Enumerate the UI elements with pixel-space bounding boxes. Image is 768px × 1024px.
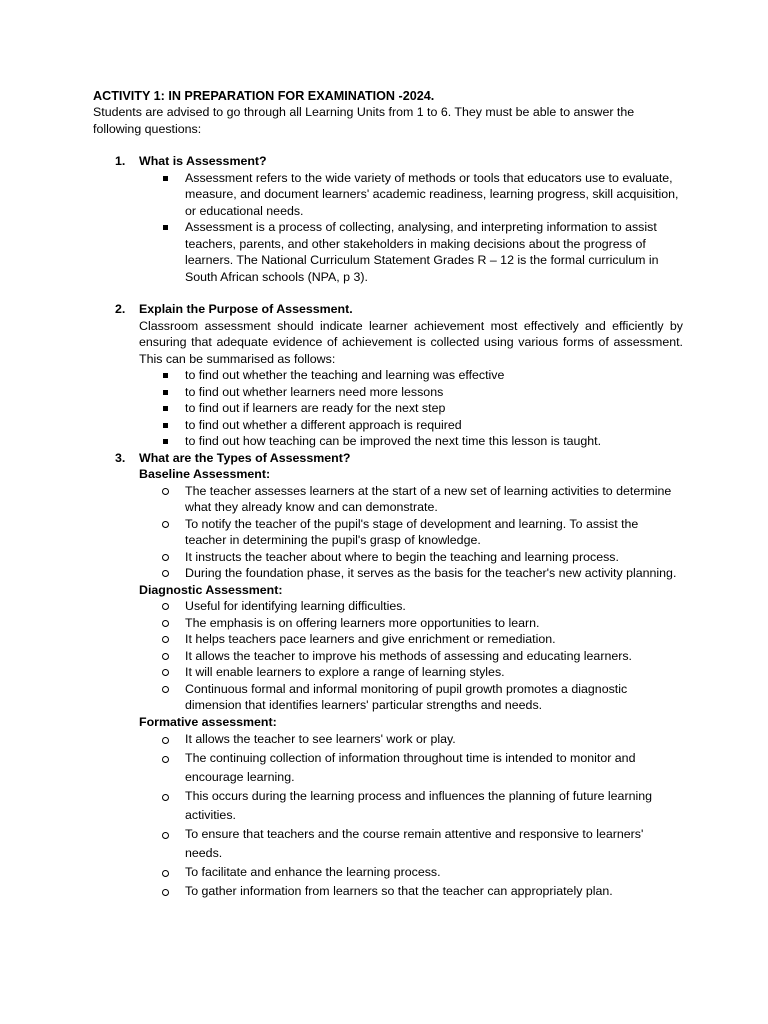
formative-heading: Formative assessment: xyxy=(139,714,277,729)
list-item: to find out whether learners need more lessons xyxy=(139,384,683,401)
list-item: to find out whether the teaching and learning was effective xyxy=(139,367,683,384)
page-title: ACTIVITY 1: IN PREPARATION FOR EXAMINATION -2024. xyxy=(93,89,435,103)
list-item: The teacher assesses learners at the start of a new set of learning activities to determine what they already know and can demonstrate. xyxy=(139,483,683,516)
list-item: During the foundation phase, it serves as the basis for the teacher's new activity planning. xyxy=(139,565,683,582)
question-2-number: 2. xyxy=(115,302,126,316)
list-item: To ensure that teachers and the course remain attentive and responsive to learners' needs. xyxy=(139,825,683,863)
list-item: It will enable learners to explore a range of learning styles. xyxy=(139,664,683,681)
question-2-bullets xyxy=(139,367,683,450)
list-item: Assessment is a process of collecting, analysing, and interpreting information to assist teachers, parents, and other stakeholders in making decisions about the progress of learners. The National Curriculum Statement Grades R – 12 is the formal curriculum in South African schools (NPA, p 3). xyxy=(139,219,683,285)
list-item: It instructs the teacher about where to begin the teaching and learning process. xyxy=(139,549,683,566)
question-2-title: Explain the Purpose of Assessment. xyxy=(139,302,353,316)
list-item: To gather information from learners so that the teacher can appropriately plan. xyxy=(139,882,683,901)
list-item: to find out whether a different approach is required xyxy=(139,417,683,434)
list-item: To facilitate and enhance the learning process. xyxy=(139,863,683,882)
diagnostic-heading: Diagnostic Assessment: xyxy=(139,582,283,597)
list-item: The emphasis is on offering learners more opportunities to learn. xyxy=(139,615,683,632)
question-2-paragraph: Classroom assessment should indicate learner achievement most effectively and efficiently by ensuring that adequate evidence of achievement is collected using various forms of assessment. This can be summarised as follows: xyxy=(139,318,683,366)
question-1 xyxy=(93,153,683,285)
intro-text: Students are advised to go through all Learning Units from 1 to 6. They must be able to answer the following questions: xyxy=(93,105,635,136)
question-3-title: What are the Types of Assessment? xyxy=(139,450,351,465)
list-item: It allows the teacher to see learners' work or play. xyxy=(139,730,683,749)
question-2 xyxy=(93,301,683,450)
list-item: To notify the teacher of the pupil's stage of development and learning. To assist the teacher in determining the pupil's grasp of knowledge. xyxy=(139,516,683,549)
list-item: It helps teachers pace learners and give enrichment or remediation. xyxy=(139,631,683,648)
diagnostic-list xyxy=(139,598,683,714)
list-item: This occurs during the learning process and influences the planning of future learning activities. xyxy=(139,787,683,825)
formative-list xyxy=(139,730,683,901)
baseline-list xyxy=(139,483,683,582)
question-1-number: 1. xyxy=(115,154,126,168)
question-3 xyxy=(93,450,683,902)
list-item: to find out how teaching can be improved the next time this lesson is taught. xyxy=(139,433,683,450)
question-1-bullets xyxy=(139,170,683,286)
list-item: Continuous formal and informal monitoring of pupil growth promotes a diagnostic dimension that identifies learners' particular strengths and needs. xyxy=(139,681,683,714)
question-3-number: 3. xyxy=(115,450,126,465)
list-item: Useful for identifying learning difficulties. xyxy=(139,598,683,615)
list-item: The continuing collection of information throughout time is intended to monitor and encourage learning. xyxy=(139,749,683,787)
document-body xyxy=(93,88,683,901)
list-item: to find out if learners are ready for the next step xyxy=(139,400,683,417)
baseline-heading: Baseline Assessment: xyxy=(139,467,271,481)
question-1-title: What is Assessment? xyxy=(139,154,267,168)
list-item: It allows the teacher to improve his methods of assessing and educating learners. xyxy=(139,648,683,665)
list-item: Assessment refers to the wide variety of methods or tools that educators use to evaluate, measure, and document learners' academic readiness, learning progress, skill acquisition, or educational needs. xyxy=(139,170,683,220)
